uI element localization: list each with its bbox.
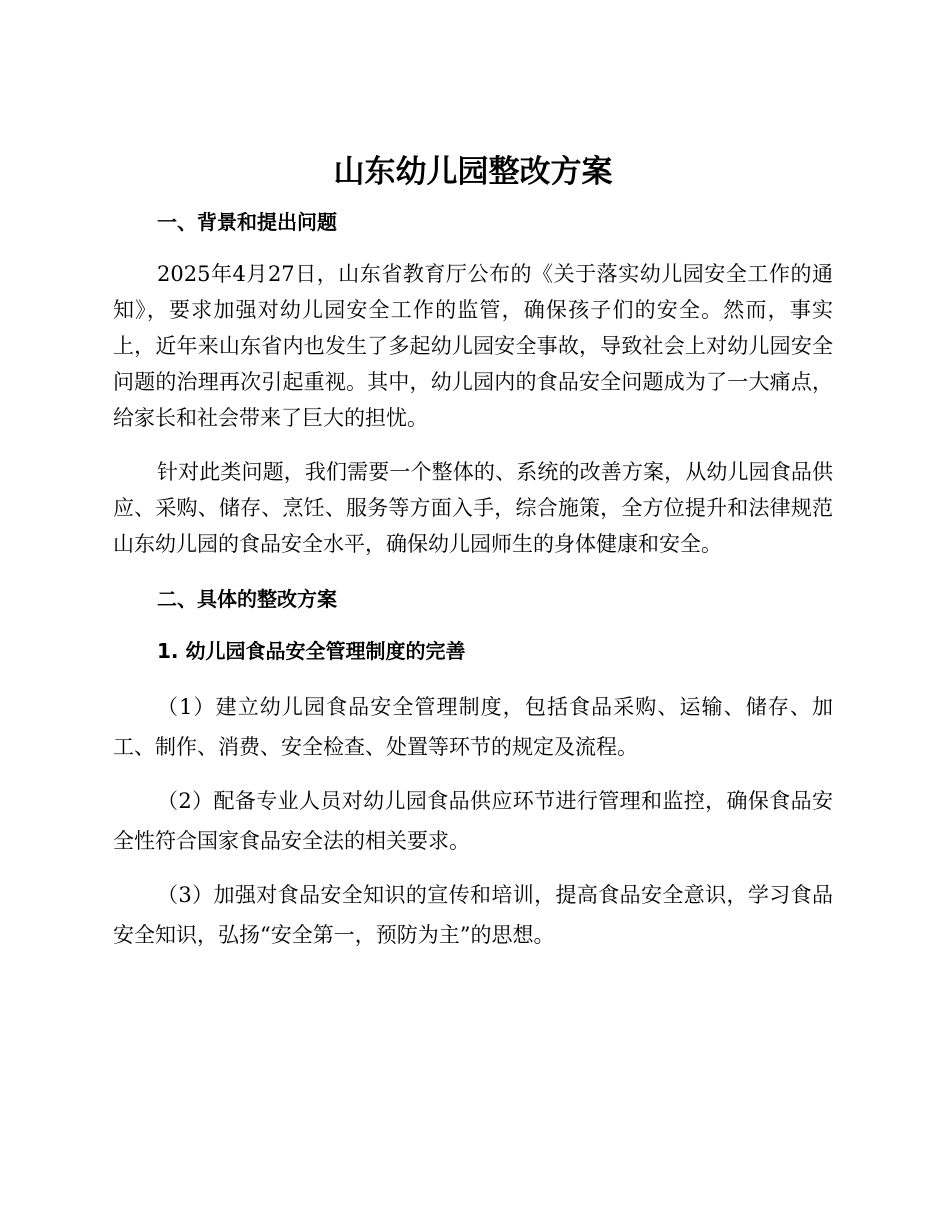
section-heading-background: 一、背景和提出问题 (157, 210, 337, 234)
list-item: （1）建立幼儿园食品安全管理制度，包括食品采购、运输、储存、加工、制作、消费、安全检查、处置等环节的规定及流程。 (113, 695, 833, 759)
document-title: 山东幼儿园整改方案 (333, 154, 613, 190)
subsection-heading-food-safety: 1. 幼儿园食品安全管理制度的完善 (157, 639, 466, 663)
list-item: （2）配备专业人员对幼儿园食品供应环节进行管理和监控，确保食品安全性符合国家食品安全法的相关要求。 (113, 789, 833, 853)
paragraph-background-2: 针对此类问题，我们需要一个整体的、系统的改善方案，从幼儿园食品供应、采购、储存、烹饪、服务等方面入手，综合施策，全方位提升和法律规范山东幼儿园的食品安全水平，确保幼儿园师生的身体健康和安全。 (113, 460, 833, 556)
document-page (113, 150, 833, 955)
section-heading-plan: 二、具体的整改方案 (157, 587, 337, 611)
list-item: （3）加强对食品安全知识的宣传和培训，提高食品安全意识，学习食品安全知识，弘扬“安全第一，预防为主”的思想。 (113, 883, 833, 947)
paragraph-background-1: 2025年4月27日，山东省教育厅公布的《关于落实幼儿园安全工作的通知》，要求加强对幼儿园安全工作的监管，确保孩子们的安全。然而，事实上，近年来山东省内也发生了多起幼儿园安全事故，导致社会上对幼儿园安全问题的治理再次引起重视。其中，幼儿园内的食品安全问题成为了一大痛点，给家长和社会带来了巨大的担忧。 (113, 262, 833, 430)
